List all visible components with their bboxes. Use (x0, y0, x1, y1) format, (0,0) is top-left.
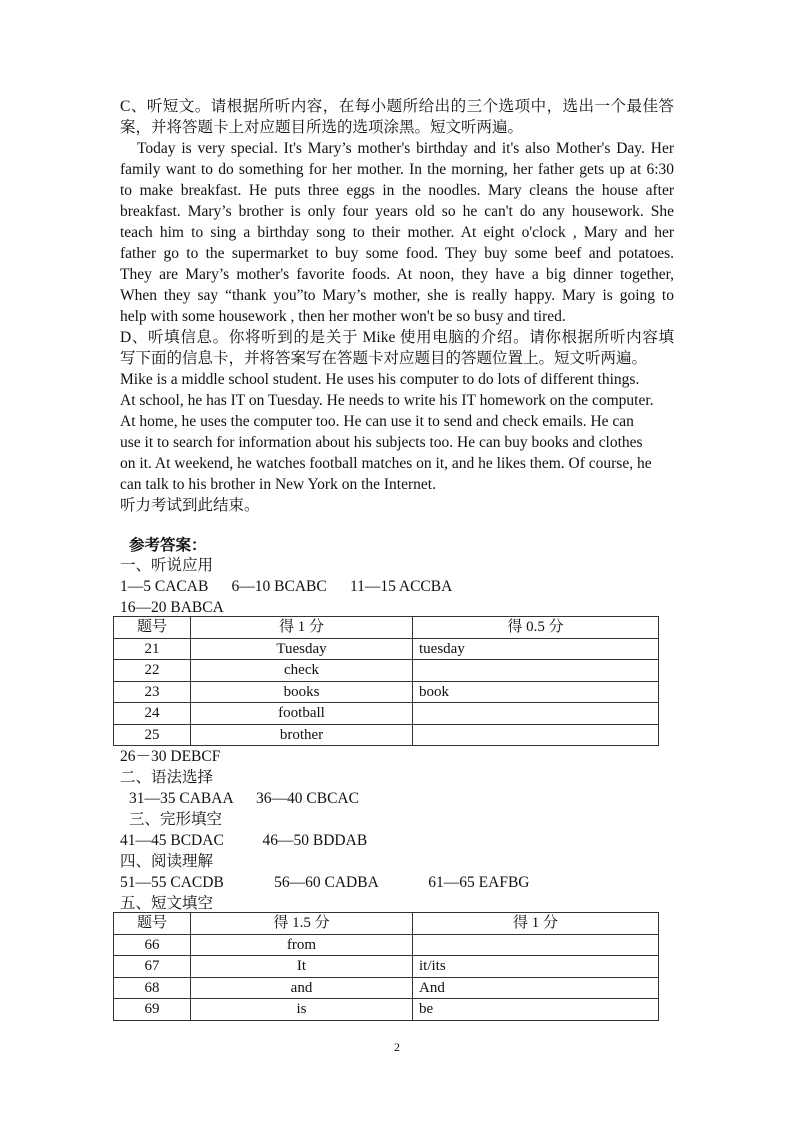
table-row (114, 724, 659, 746)
header-cell: 得 1 分 (413, 913, 659, 935)
table-row (114, 999, 659, 1021)
table-cell: be (413, 999, 659, 1021)
answer-table-2 (113, 912, 659, 1021)
passage-d-line: At home, he uses the computer too. He can use it to send and check emails. He can (120, 413, 634, 430)
table-row (114, 934, 659, 956)
table-cell: 67 (114, 956, 191, 978)
passage-c-line: teach him to sing a birthday song to their mother. At eight o'clock , Mary and her (120, 224, 674, 241)
table-cell: is (191, 999, 413, 1021)
header-cell: 得 0.5 分 (413, 617, 659, 639)
table-cell: Tuesday (191, 638, 413, 660)
table-cell: brother (191, 724, 413, 746)
part2-heading: 二、语法选择 (120, 769, 214, 786)
header-cell: 题号 (114, 617, 191, 639)
table-cell: 66 (114, 934, 191, 956)
table-cell: football (191, 703, 413, 725)
passage-c-line: Today is very special. It's Mary’s mother's birthday and it's also Mother's Day. Her (137, 140, 674, 157)
passage-d-line: use it to search for information about his subjects too. He can buy books and clothes (120, 434, 643, 451)
passage-c-line: They are Mary’s mother's favorite foods. At noon, they have a big dinner together, (120, 266, 674, 283)
passage-d-line: At school, he has IT on Tuesday. He needs to write his IT homework on the computer. (120, 392, 654, 409)
table-header-row (114, 913, 659, 935)
table-header-row (114, 617, 659, 639)
table-cell (413, 703, 659, 725)
table-cell: book (413, 681, 659, 703)
table-cell: 21 (114, 638, 191, 660)
header-cell: 得 1.5 分 (191, 913, 413, 935)
table-cell: And (413, 977, 659, 999)
part3-heading: 三、完形填空 (129, 811, 223, 828)
answer-table-1 (113, 616, 659, 746)
part1-answers-line-2: 16—20 BABCA (120, 599, 224, 616)
passage-c-line: family want to do something for her mother. In the morning, her father gets up at 6:30 (120, 161, 674, 178)
table-cell: tuesday (413, 638, 659, 660)
part5-heading: 五、短文填空 (120, 895, 214, 912)
section-c-instruction-line-2: 案，并将答题卡上对应题目所选的选项涂黑。短文听两遍。 (120, 119, 524, 136)
passage-c-line: help with some housework , then her mother won't be so busy and tired. (120, 308, 566, 325)
passage-d-line: can talk to his brother in New York on the Internet. (120, 476, 436, 493)
table-cell: and (191, 977, 413, 999)
table-cell (413, 934, 659, 956)
table-row (114, 977, 659, 999)
table-row (114, 660, 659, 682)
table-cell (413, 724, 659, 746)
page-number: 2 (394, 1040, 400, 1054)
passage-c-line: to make breakfast. He puts three eggs in the noodles. Mary cleans the house after (120, 182, 674, 199)
part2-answers-line: 31—35 CABAA 36—40 CBCAC (129, 790, 359, 807)
table-row (114, 703, 659, 725)
table-row (114, 638, 659, 660)
passage-c-line: father go to the supermarket to buy some food. They buy some beef and potatoes. (120, 245, 674, 262)
section-d-instruction-line-2: 写下面的信息卡，并将答案写在答题卡对应题目的答题位置上。短文听两遍。 (120, 350, 648, 367)
passage-c-line: breakfast. Mary’s brother is only four years old so he can't do any housework. She (120, 203, 674, 220)
table-cell: 23 (114, 681, 191, 703)
table-cell (413, 660, 659, 682)
passage-d-line: on it. At weekend, he watches football matches on it, and he likes them. Of course, he (120, 455, 652, 472)
section-c-instruction-line-1: C、听短文。请根据所听内容，在每小题所给出的三个选项中，选出一个最佳答 (120, 98, 674, 115)
table-cell: books (191, 681, 413, 703)
table-cell: it/its (413, 956, 659, 978)
part3-answers-line: 41—45 BCDAC 46—50 BDDAB (120, 832, 368, 849)
passage-c-line: When they say “thank you”to Mary’s mother, she is really happy. Mary is going to (120, 287, 674, 304)
passage-d-line: Mike is a middle school student. He uses his computer to do lots of different things. (120, 371, 640, 388)
table-cell: 24 (114, 703, 191, 725)
part1-heading: 一、听说应用 (120, 557, 214, 574)
table-row (114, 681, 659, 703)
section-d-instruction-line-1: D、听填信息。你将听到的是关于 Mike 使用电脑的介绍。请你根据所听内容填 (120, 329, 674, 346)
table-cell: 22 (114, 660, 191, 682)
table-cell: 69 (114, 999, 191, 1021)
table-cell: 25 (114, 724, 191, 746)
table-cell: check (191, 660, 413, 682)
answers-title: 参考答案： (129, 537, 207, 554)
table-row (114, 956, 659, 978)
table-cell: 68 (114, 977, 191, 999)
table-cell: It (191, 956, 413, 978)
end-note: 听力考试到此结束。 (120, 497, 260, 514)
part1-answers-line-3: 26－30 DEBCF (120, 748, 221, 765)
header-cell: 题号 (114, 913, 191, 935)
part1-answers-line-1: 1—5 CACAB 6—10 BCABC 11—15 ACCBA (120, 578, 453, 595)
header-cell: 得 1 分 (191, 617, 413, 639)
part4-answers-line: 51—55 CACDB 56—60 CADBA 61—65 EAFBG (120, 874, 530, 891)
table-cell: from (191, 934, 413, 956)
part4-heading: 四、阅读理解 (120, 853, 214, 870)
